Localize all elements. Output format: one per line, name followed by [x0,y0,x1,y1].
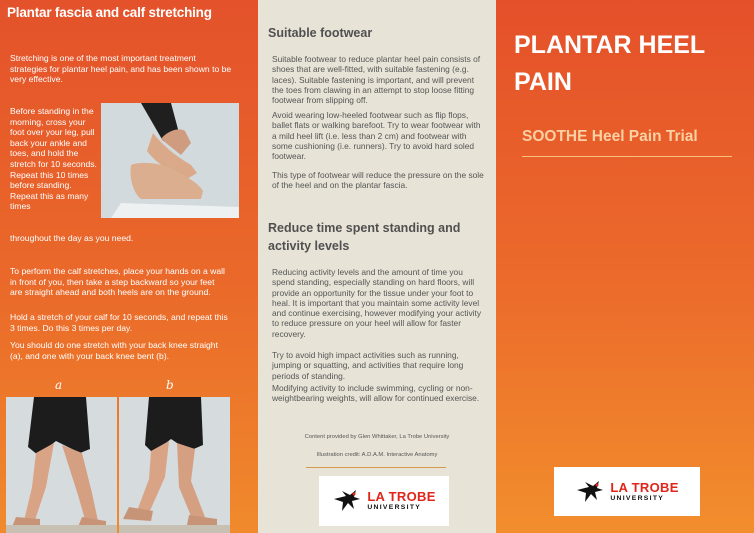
eagle-icon [575,478,605,506]
cover-title: PLANTAR HEEL PAIN [514,31,705,96]
logo-line-1: LA TROBE [610,479,679,495]
illustration-credit: Illustration credit: A.D.A.M. Interactive Anatomy [316,452,438,458]
stretching-intro: Stretching is one of the most important treatment strategies for plantar heel pain, and has been shown to be very effective. [10,53,232,85]
logo-line-2: UNIVERSITY [610,494,665,502]
calf-stretch-text-1: To perform the calf stretches, place your hands on a wall in front of you, then take a step backward so your feet are straight ahead and both heels are on the ground. [10,266,225,298]
reduce-paragraph-3: Modifying activity to include swimming, cycling or non-weightbearing weights, will allow for continued exercise. [272,383,480,404]
morning-stretch-text-cont: throughout the day as you need. [10,233,134,243]
divider [306,467,446,468]
reduce-standing-heading: Reduce time spent standing and activity levels [268,221,461,253]
footwear-heading: Suitable footwear [268,26,373,40]
calf-stretch-straight-photo [6,397,117,533]
advice-panel [258,0,496,533]
calf-stretch-bent-photo [119,397,230,533]
content-credit: Content provided by Glen Whittaker, La Trobe University [304,434,450,440]
label-b: b [166,378,174,392]
footwear-paragraph-2: Avoid wearing low-heeled footwear such as flip flops, ballet flats or walking barefoot. Try to wear footwear with a mild heel lift (i.e. less than 2 cm) and footwear with some cushioning (i.e. runners). Try to avoid hard soled footwear. [272,110,481,162]
footwear-paragraph-1: Suitable footwear to reduce plantar heel pain consists of shoes that are well-fitted, with suitable fastening (e.g. laces). Suitable fastening is important, and will prevent the toes from clawing in an attempt to stop loose fitting footwear from slipping off. [272,54,481,106]
latrobe-logo [319,476,449,526]
label-a: a [55,378,63,392]
reduce-paragraph-2: Try to avoid high impact activities such as running, jumping or squatting, and activities that require long periods of standing. [272,350,464,381]
eagle-icon [332,487,362,515]
calf-stretch-text-3: You should do one stretch with your back knee straight (a), and one with your back knee bent (b). [10,340,218,361]
morning-stretch-text: Before standing in the morning, cross your foot over your leg, pull back your ankle and toes, and hold the stretch for 10 seconds. Repeat this 10 times before standing. Repeat this as many times [10,106,97,212]
latrobe-logo-cover [554,467,700,516]
subtitle-underline [522,156,732,157]
reduce-paragraph-1: Reducing activity levels and the amount of time you spend standing, especially standing on hard floors, will provide an opportunity for the tissue under your foot to heal. It is important that you maintain some activity level and continue exercising, however modifying your activity to reduce pressure on your heel will allow for faster recovery. [272,267,482,339]
trial-subtitle: SOOTHE Heel Pain Trial [522,128,698,145]
calf-stretch-text-2: Hold a stretch of your calf for 10 seconds, and repeat this 3 times. Do this 3 times per day. [10,312,228,333]
logo-line-2: UNIVERSITY [367,504,422,511]
logo-line-1: LA TROBE [367,489,436,504]
stretching-panel [0,0,258,533]
footwear-paragraph-3: This type of footwear will reduce the pressure on the sole of the heel and on the plantar fascia. [272,170,484,191]
foot-stretch-photo [101,103,239,218]
stretching-heading: Plantar fascia and calf stretching [7,5,212,20]
cover-panel [496,0,754,533]
